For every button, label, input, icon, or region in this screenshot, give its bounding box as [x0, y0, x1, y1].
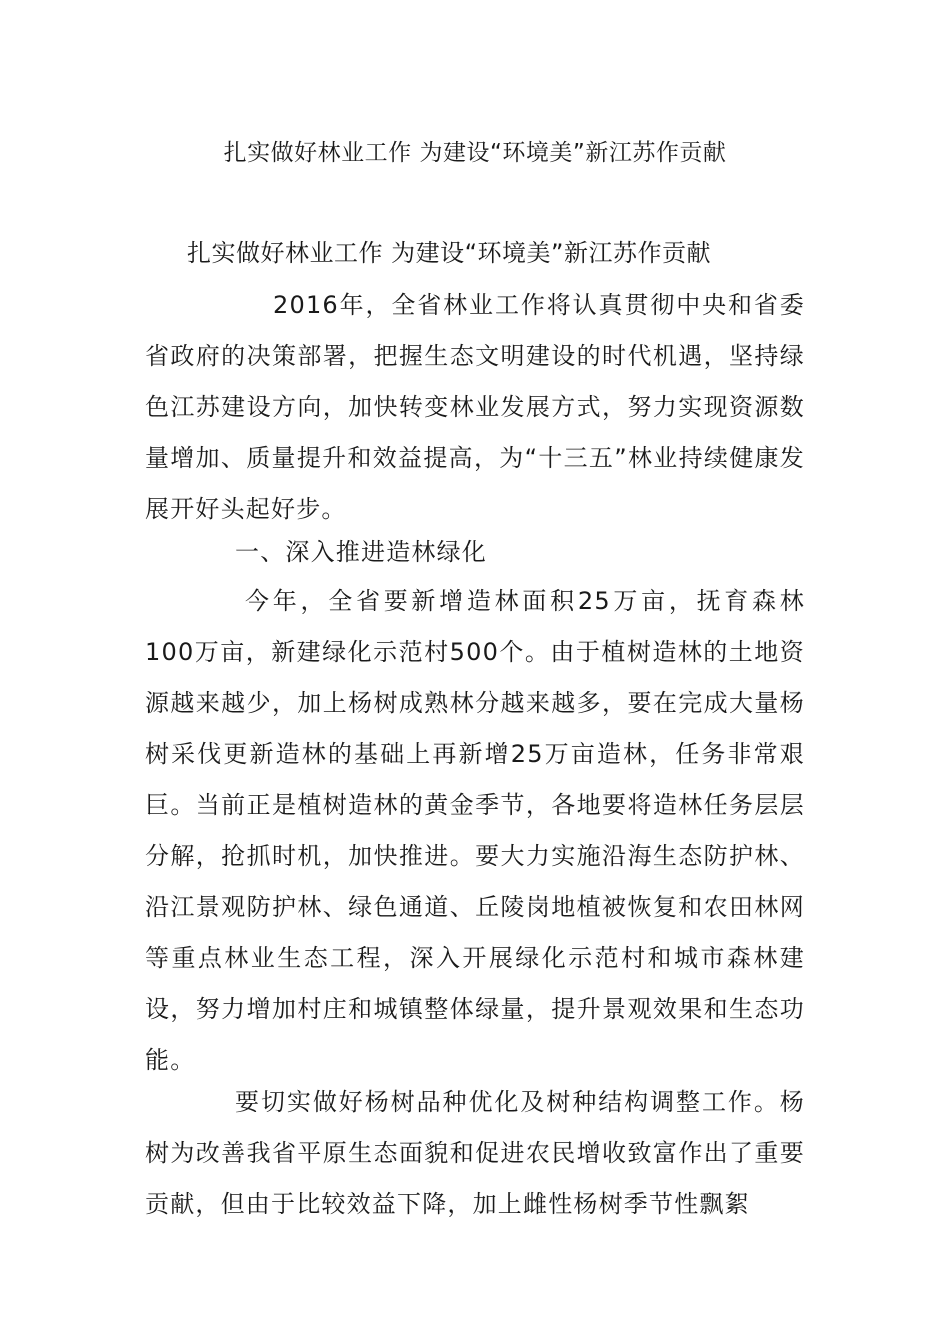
section-heading-afforestation: 一、深入推进造林绿化	[235, 538, 487, 566]
document-subtitle: 扎实做好林业工作 为建设“环境美”新江苏作贡献	[187, 239, 711, 267]
paragraph-poplar-optimization: 要切实做好杨树品种优化及树种结构调整工作。杨树为改善我省平原生态面貌和促进农民增收致富作出了重要贡献，但由于比较效益下降，加上雌性杨树季节性飘絮	[145, 1088, 805, 1218]
paragraph-intro: 2016年，全省林业工作将认真贯彻中央和省委省政府的决策部署，把握生态文明建设的时代机遇，坚持绿色江苏建设方向，加快转变林业发展方式，努力实现资源数量增加、质量提升和效益提高，为“十三五”林业持续健康发展开好头起好步。	[145, 291, 805, 523]
document-title: 扎实做好林业工作 为建设“环境美”新江苏作贡献	[223, 140, 727, 166]
paragraph-afforestation-targets: 今年，全省要新增造林面积25万亩，抚育森林100万亩，新建绿化示范村500个。由于植树造林的土地资源越来越少，加上杨树成熟林分越来越多，要在完成大量杨树采伐更新造林的基础上再新增25万亩造林，任务非常艰巨。当前正是植树造林的黄金季节，各地要将造林任务层层分解，抢抓时机，加快推进。要大力实施沿海生态防护林、沿江景观防护林、绿色通道、丘陵岗地植被恢复和农田林网等重点林业生态工程，深入开展绿化示范村和城市森林建设，努力增加村庄和城镇整体绿量，提升景观效果和生态功能。	[145, 587, 805, 1074]
